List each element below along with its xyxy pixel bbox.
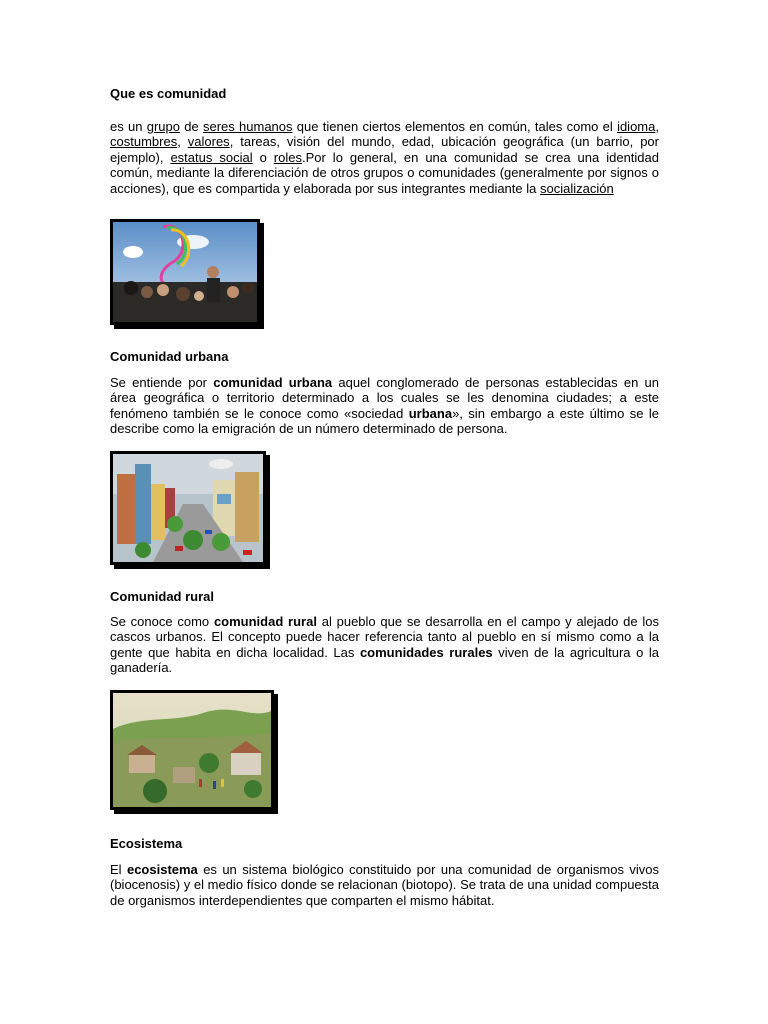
bold-term: ecosistema bbox=[126, 862, 198, 877]
text-run: Se entiende por bbox=[110, 375, 214, 390]
section-heading-ecosistema: Ecosistema bbox=[110, 836, 183, 851]
link-text[interactable]: socialización bbox=[539, 180, 614, 196]
text-run: es un sistema biológico constituido por una comunidad de organismos vivos (biocenosis) y el medio físico donde se relacionan (biotopo). Se trata de una unidad compuesta de organismos interdependientes que comparten el mismo hábitat. bbox=[110, 862, 660, 908]
text-run: Se conoce como bbox=[110, 614, 214, 629]
text-run: o bbox=[252, 149, 274, 165]
crowd-photo bbox=[110, 219, 260, 325]
text-run: al pueblo que se desarrolla en el campo y alejado de los cascos urbanos. El concepto puede hacer referencia tanto al pueblo en sí mismo como a la gente que habita en dicha localidad. Las bbox=[110, 614, 659, 660]
link-text[interactable]: seres humanos bbox=[202, 119, 293, 134]
link-text[interactable]: roles bbox=[273, 149, 302, 165]
text-run: que tienen ciertos elementos en común, tales como el bbox=[292, 119, 618, 134]
link-text[interactable]: valores bbox=[187, 134, 230, 150]
section-paragraph-comunidad bbox=[110, 119, 659, 196]
link-text[interactable]: costumbres bbox=[110, 134, 178, 150]
rural-illustration bbox=[110, 690, 274, 810]
city-illustration bbox=[110, 451, 266, 565]
section-heading-urbana: Comunidad urbana bbox=[110, 349, 229, 364]
text-run: de bbox=[179, 119, 203, 134]
text-run: El bbox=[110, 862, 127, 877]
text-run: es un bbox=[110, 119, 147, 134]
text-run: , bbox=[177, 134, 188, 150]
link-text[interactable]: estatus social bbox=[170, 149, 253, 165]
section-paragraph-rural bbox=[110, 614, 659, 676]
text-run: , tareas, visión del mundo, edad, ubicación geográfica (un barrio, por ejemplo), bbox=[110, 134, 659, 165]
section-paragraph-ecosistema bbox=[110, 862, 659, 908]
link-text[interactable]: grupo bbox=[146, 119, 180, 134]
bold-term: comunidad urbana bbox=[213, 375, 333, 390]
text-run: , bbox=[655, 119, 659, 134]
section-paragraph-urbana bbox=[110, 375, 659, 437]
text-run: », sin embargo a este último se le describe como la emigración de un número determinado de persona. bbox=[110, 405, 659, 437]
section-heading-rural: Comunidad rural bbox=[110, 589, 215, 604]
bold-term: comunidad rural bbox=[213, 614, 317, 629]
link-text[interactable]: idioma bbox=[617, 119, 656, 134]
section-heading-comunidad: Que es comunidad bbox=[110, 86, 227, 101]
text-run: aquel conglomerado de personas establecidas en un área geográfica o territorio determinado a los cuales se les denomina ciudades; a este fenómeno también se le conoce como «sociedad bbox=[110, 375, 660, 421]
bold-term: comunidades rurales bbox=[359, 644, 493, 660]
text-run: .Por lo general, en una comunidad se crea una identidad común, mediante la diferenciación de otros grupos o comunidades (generalmente por signos o acciones), que es compartida y elaborada por sus integrantes mediante la bbox=[110, 149, 659, 196]
bold-term: urbana bbox=[408, 405, 453, 421]
text-run: viven de la agricultura o la ganadería. bbox=[110, 644, 659, 676]
